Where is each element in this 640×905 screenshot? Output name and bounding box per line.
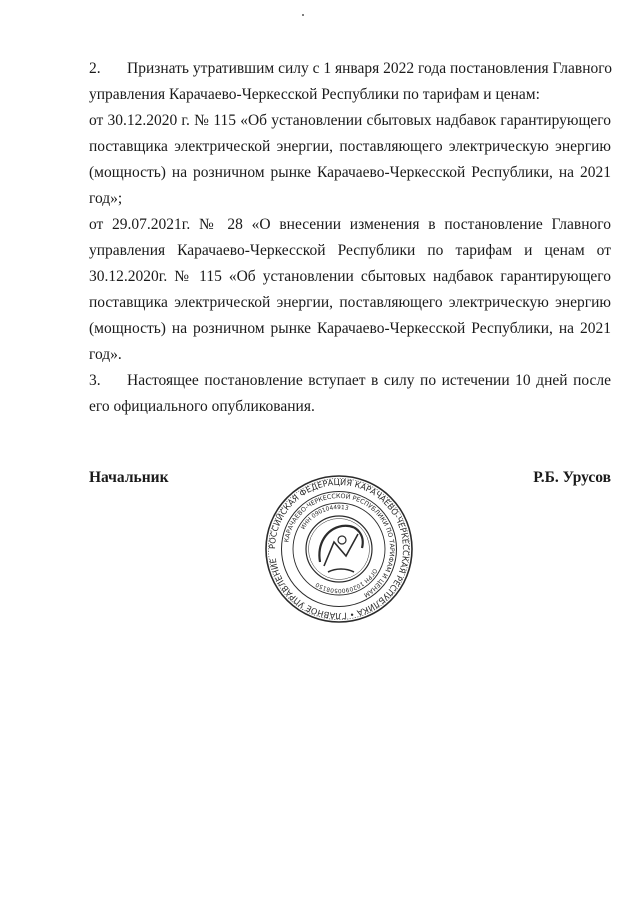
resolution-1-line-1: от 30.12.2020 г. № 115 «Об установлении сбытовых надбавок гарантирующего <box>89 112 611 129</box>
official-seal <box>262 474 416 624</box>
item-2-line-2: управления Карачаево-Черкесской Республики по тарифам и ценам: <box>89 86 540 103</box>
emblem-base-icon <box>328 569 354 572</box>
resolution-1-line-3: (мощность) на розничном рынке Карачаево-Черкесской Республики, на 2021 <box>89 164 611 181</box>
seal-inner-text: КАРАЧАЕВО-ЧЕРКЕССКОЙ РЕСПУБЛИКИ ПО ТАРИФАМ И ЦЕНАМ <box>283 492 396 599</box>
resolution-1-line-2: поставщика электрической энергии, поставляющего электрическую энергию <box>89 138 611 155</box>
seal-outer-text: РОССИЙСКАЯ ФЕДЕРАЦИЯ КАРАЧАЕВО-ЧЕРКЕССКАЯ РЕСПУБЛИКА • ГЛАВНОЕ УПРАВЛЕНИЕ <box>266 476 412 622</box>
resolution-2 <box>89 212 611 368</box>
seal-ogrn-text: ОГРН 1020900508150 <box>314 567 378 594</box>
item-2-line-1: Признать утратившим силу с 1 января 2022 года постановления Главного <box>127 60 612 77</box>
signatory-title: Начальник <box>89 469 169 486</box>
resolution-2-line-2: управления Карачаево-Черкесской Республики по тарифам и ценам от <box>89 242 611 259</box>
item-3-line-2: его официального опубликования. <box>89 398 315 415</box>
resolution-1-line-4: год»; <box>89 190 123 207</box>
item-2-number: 2. <box>89 60 101 77</box>
seal-inn-text: ИНН 0901044913 <box>300 504 349 531</box>
item-3-number: 3. <box>89 372 101 389</box>
resolution-2-line-5: (мощность) на розничном рынке Карачаево-Черкесской Республики, на 2021 <box>89 320 611 337</box>
scan-speck <box>302 14 304 16</box>
resolution-1 <box>89 108 611 212</box>
item-3 <box>89 368 611 420</box>
item-2 <box>89 56 611 108</box>
signatory-name: Р.Б. Урусов <box>533 469 611 486</box>
resolution-2-line-3: 30.12.2020г. № 115 «Об установлении сбытовых надбавок гарантирующего <box>89 268 611 285</box>
item-3-line-1: Настоящее постановление вступает в силу по истечении 10 дней после <box>127 372 611 389</box>
emblem-mountain-icon <box>324 534 358 566</box>
emblem-sun-icon <box>338 536 346 544</box>
document-body <box>89 56 611 420</box>
resolution-2-line-6: год». <box>89 346 122 363</box>
resolution-2-line-1: от 29.07.2021г. № 28 «О внесении изменения в постановление Главного <box>89 216 611 233</box>
resolution-2-line-4: поставщика электрической энергии, поставляющего электрическую энергию <box>89 294 611 311</box>
